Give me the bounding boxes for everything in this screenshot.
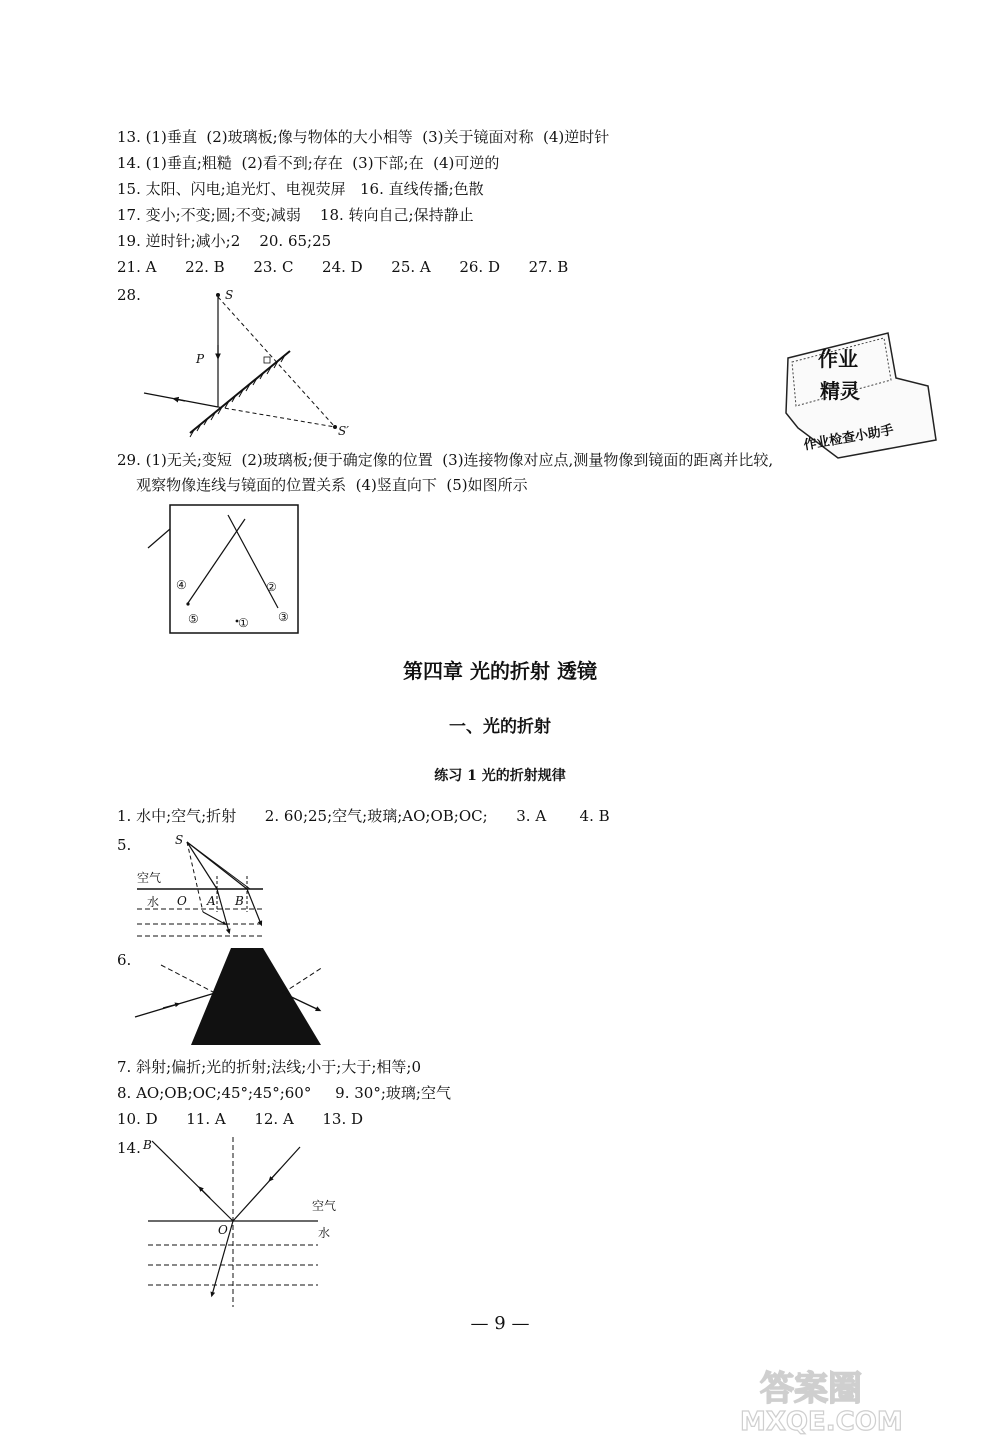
watermark-logo: 答案圈 [760, 1369, 862, 1409]
q6-trapezoid-prism-diagram [133, 945, 333, 1050]
q14-label-air: 空气 [312, 1199, 337, 1213]
q14-label-o: O [218, 1223, 228, 1237]
q28-label-s: S [225, 288, 234, 302]
answer-line-14: 14. (1)垂直;粗糙 (2)看不到;存在 (3)下部;在 (4)可逆的 [117, 154, 500, 172]
q14-number: 14. [117, 1139, 141, 1157]
answer-line-13: 13. (1)垂直 (2)玻璃板;像与物体的大小相等 (3)关于镜面对称 (4)逆时针 [117, 128, 610, 146]
answer-line-15: 15. 太阳、闪电;追光灯、电视荧屏 16. 直线传播;色散 [117, 180, 484, 198]
q14-reflection-refraction-diagram [140, 1135, 360, 1310]
answer-line-19: 19. 逆时针;减小;2 20. 65;25 [117, 232, 332, 250]
stamp-line3: 作业检查小助手 [802, 422, 895, 454]
stamp-line2: 精灵 [820, 379, 860, 403]
q29-label-1: ① [238, 616, 249, 630]
chapter-title: 第四章 光的折射 透镜 [403, 659, 597, 683]
q5-label-b: B [235, 894, 244, 908]
q14-label-water: 水 [318, 1226, 331, 1240]
page-number: — 9 — [470, 1313, 530, 1334]
exercise-title: 练习 1 光的折射规律 [434, 768, 566, 784]
q28-label-p: P [196, 352, 205, 366]
answer-line-17: 17. 变小;不变;圆;不变;减弱 18. 转向自己;保持静止 [117, 206, 474, 224]
q6-number: 6. [117, 951, 132, 969]
q29-label-4: ④ [176, 578, 187, 592]
answer-line-8: 8. AO;OB;OC;45°;45°;60° 9. 30°;玻璃;空气 [117, 1084, 451, 1102]
q14-label-b: B [143, 1138, 152, 1152]
q29-label-3: ③ [278, 610, 289, 624]
q5-label-water: 水 [147, 895, 160, 909]
homework-helper-stamp [778, 318, 938, 458]
q5-number: 5. [117, 836, 132, 854]
q5-refraction-diagram [135, 832, 285, 942]
answer-circle-watermark [720, 1360, 990, 1435]
q28-number: 28. [117, 286, 141, 304]
q29-label-5: ⑤ [188, 612, 199, 626]
q5-label-air: 空气 [137, 871, 162, 885]
q5-label-s: S [175, 833, 184, 847]
q28-mirror-diagram [130, 285, 370, 445]
q29-diagram [140, 503, 305, 638]
q5-label-a: A [207, 894, 216, 908]
answer-line-1: 1. 水中;空气;折射 2. 60;25;空气;玻璃;AO;OB;OC; 3. A 4. B [117, 807, 610, 825]
q5-label-o: O [177, 894, 187, 908]
stamp-line1: 作业 [818, 347, 858, 371]
answer-line-21: 21. A 22. B 23. C 24. D 25. A 26. D 27. B [117, 258, 569, 276]
answer-line-7: 7. 斜射;偏折;光的折射;法线;小于;大于;相等;0 [117, 1058, 422, 1076]
q29-label-2: ② [266, 580, 277, 594]
answer-line-10: 10. D 11. A 12. A 13. D [117, 1110, 364, 1128]
watermark-url: MXQE.COM [740, 1407, 903, 1437]
q28-label-s-prime: S′ [338, 424, 349, 438]
section-title: 一、光的折射 [449, 717, 551, 737]
answer-line-29a: 29. (1)无关;变短 (2)玻璃板;便于确定像的位置 (3)连接物像对应点,测量物像到镜面的距离并比较, [117, 451, 774, 469]
answer-line-29b: 观察物像连线与镜面的位置关系 (4)竖直向下 (5)如图所示 [117, 476, 528, 494]
